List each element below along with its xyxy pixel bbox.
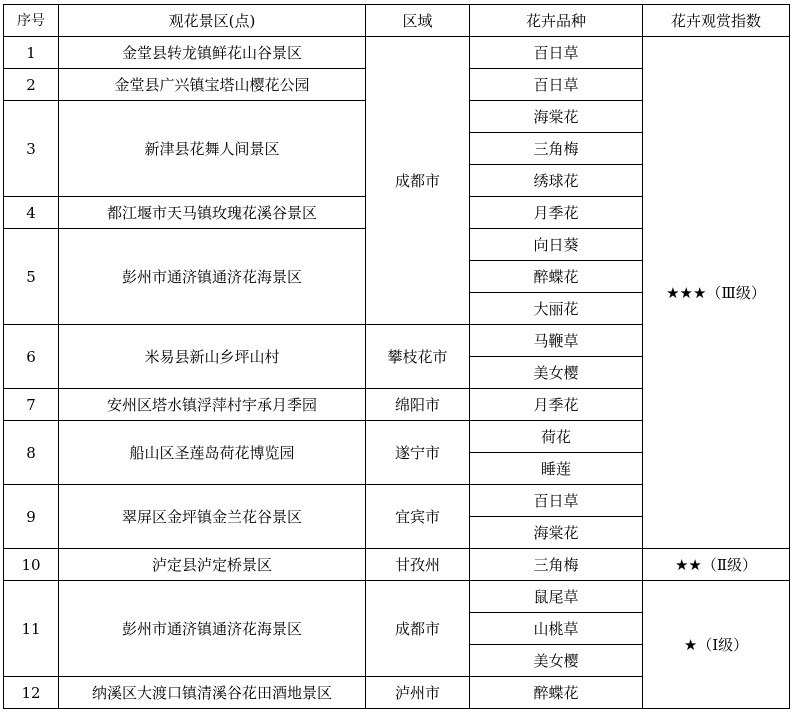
spot-name: 金堂县广兴镇宝塔山樱花公园 bbox=[59, 69, 366, 101]
spot-number: 11 bbox=[4, 581, 59, 677]
flower-variety: 月季花 bbox=[470, 197, 643, 229]
spot-number: 3 bbox=[4, 101, 59, 197]
flower-variety: 三角梅 bbox=[470, 133, 643, 165]
viewing-index-rating: ★★（Ⅱ级） bbox=[643, 549, 790, 581]
region-cell: 绵阳市 bbox=[366, 389, 470, 421]
spot-number: 8 bbox=[4, 421, 59, 485]
flower-variety: 百日草 bbox=[470, 485, 643, 517]
region-cell: 成都市 bbox=[366, 581, 470, 677]
spot-name: 翠屏区金坪镇金兰花谷景区 bbox=[59, 485, 366, 549]
header-flower-variety: 花卉品种 bbox=[470, 5, 643, 37]
header-row bbox=[4, 5, 790, 37]
spot-name: 都江堰市天马镇玫瑰花溪谷景区 bbox=[59, 197, 366, 229]
flower-variety: 百日草 bbox=[470, 37, 643, 69]
flower-variety: 海棠花 bbox=[470, 101, 643, 133]
spot-name: 新津县花舞人间景区 bbox=[59, 101, 366, 197]
flower-viewing-table bbox=[3, 4, 790, 709]
flower-variety: 海棠花 bbox=[470, 517, 643, 549]
spot-number: 1 bbox=[4, 37, 59, 69]
viewing-index-rating: ★（Ⅰ级） bbox=[643, 581, 790, 709]
flower-variety: 百日草 bbox=[470, 69, 643, 101]
header-region: 区域 bbox=[366, 5, 470, 37]
spot-number: 2 bbox=[4, 69, 59, 101]
header-number: 序号 bbox=[4, 5, 59, 37]
spot-name: 泸定县泸定桥景区 bbox=[59, 549, 366, 581]
header-viewing-index: 花卉观赏指数 bbox=[643, 5, 790, 37]
region-cell: 遂宁市 bbox=[366, 421, 470, 485]
flower-variety: 山桃草 bbox=[470, 613, 643, 645]
spot-number: 4 bbox=[4, 197, 59, 229]
flower-variety: 大丽花 bbox=[470, 293, 643, 325]
region-cell: 宜宾市 bbox=[366, 485, 470, 549]
spot-name: 金堂县转龙镇鲜花山谷景区 bbox=[59, 37, 366, 69]
table-row bbox=[4, 549, 790, 581]
region-cell: 攀枝花市 bbox=[366, 325, 470, 389]
flower-variety: 鼠尾草 bbox=[470, 581, 643, 613]
flower-variety: 三角梅 bbox=[470, 549, 643, 581]
header-spot: 观花景区(点) bbox=[59, 5, 366, 37]
region-cell: 甘孜州 bbox=[366, 549, 470, 581]
spot-name: 米易县新山乡坪山村 bbox=[59, 325, 366, 389]
spot-name: 彭州市通济镇通济花海景区 bbox=[59, 581, 366, 677]
region-cell: 泸州市 bbox=[366, 677, 470, 709]
spot-name: 纳溪区大渡口镇清溪谷花田酒地景区 bbox=[59, 677, 366, 709]
spot-name: 彭州市通济镇通济花海景区 bbox=[59, 229, 366, 325]
flower-variety: 醉蝶花 bbox=[470, 677, 643, 709]
table-row bbox=[4, 581, 790, 613]
spot-number: 6 bbox=[4, 325, 59, 389]
spot-number: 5 bbox=[4, 229, 59, 325]
flower-variety: 美女樱 bbox=[470, 357, 643, 389]
flower-variety: 美女樱 bbox=[470, 645, 643, 677]
flower-variety: 马鞭草 bbox=[470, 325, 643, 357]
spot-number: 12 bbox=[4, 677, 59, 709]
flower-variety: 醉蝶花 bbox=[470, 261, 643, 293]
spot-name: 安州区塔水镇浮萍村宇承月季园 bbox=[59, 389, 366, 421]
spot-number: 10 bbox=[4, 549, 59, 581]
table-row bbox=[4, 37, 790, 69]
flower-variety: 向日葵 bbox=[470, 229, 643, 261]
flower-variety: 月季花 bbox=[470, 389, 643, 421]
viewing-index-rating: ★★★（Ⅲ级） bbox=[643, 37, 790, 549]
flower-variety: 睡莲 bbox=[470, 453, 643, 485]
flower-variety: 荷花 bbox=[470, 421, 643, 453]
region-cell: 成都市 bbox=[366, 37, 470, 325]
flower-variety: 绣球花 bbox=[470, 165, 643, 197]
spot-number: 9 bbox=[4, 485, 59, 549]
spot-name: 船山区圣莲岛荷花博览园 bbox=[59, 421, 366, 485]
spot-number: 7 bbox=[4, 389, 59, 421]
